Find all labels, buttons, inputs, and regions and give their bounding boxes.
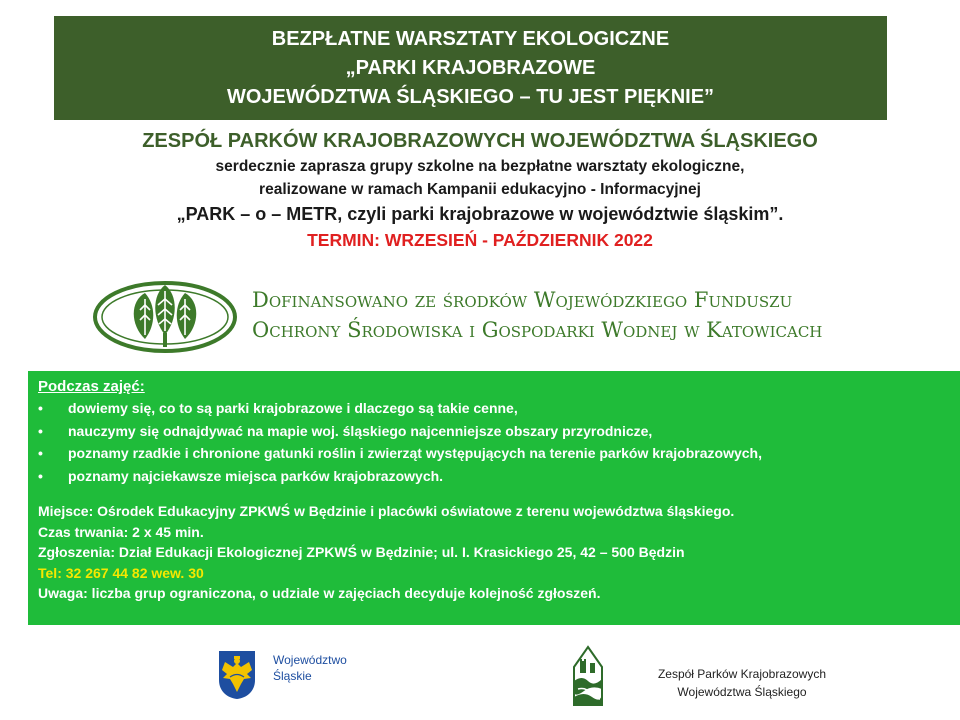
- funding-section: [90, 275, 870, 360]
- activities-list: [38, 397, 950, 487]
- list-item: [38, 442, 950, 465]
- wfos-leaf-logo-icon: [90, 277, 240, 357]
- wojewodztwo-slaskie-logo: [218, 650, 378, 702]
- banner-line-3: WOJEWÓDZTWA ŚLĄSKIEGO – TU JEST PIĘKNIE”: [226, 85, 715, 108]
- list-item: [38, 397, 950, 420]
- duration-info: Czas trwania: 2 x 45 min.: [38, 523, 204, 540]
- funding-line-1: Dofinansowano ze środków Wojewódzkiego Funduszu: [252, 288, 793, 312]
- details-heading: Podczas zajęć:: [38, 378, 145, 395]
- place-info: Miejsce: Ośrodek Edukacyjny ZPKWŚ w Będzinie i placówki oświatowe z terenu województwa śląskiego.: [38, 503, 735, 519]
- bullet-marker: •: [38, 400, 43, 416]
- wojewodztwo-text: [273, 652, 347, 684]
- list-item-text: poznamy rzadkie i chronione gatunki roślin i zwierząt występujących na terenie parków krajobrazowych,: [68, 445, 762, 461]
- woj-line-1: Województwo: [273, 653, 347, 667]
- bullet-marker: •: [38, 467, 43, 484]
- zpkws-logo: [572, 645, 852, 709]
- termin-date: TERMIN: WRZESIEŃ - PAŹDZIERNIK 2022: [307, 230, 653, 250]
- zpkws-text: [637, 665, 847, 701]
- invitation-line-1: serdecznie zaprasza grupy szkolne na bezpłatne warsztaty ekologiczne,: [215, 158, 745, 175]
- funding-text: [252, 285, 822, 345]
- registration-info: Zgłoszenia: Dział Edukacji Ekologicznej ZPKWŚ w Będzinie; ul. I. Krasickiego 25, 42 – 500 Będzin: [38, 544, 685, 560]
- title-banner: [54, 16, 887, 120]
- limited-note: Uwaga: liczba grup ograniczona, o udziale w zajęciach decyduje kolejność zgłoszeń.: [38, 585, 601, 601]
- zpk-line-2: Województwa Śląskiego: [677, 685, 807, 699]
- bullet-marker: •: [38, 422, 43, 439]
- list-item: [38, 420, 950, 443]
- zpk-line-1: Zespół Parków Krajobrazowych: [657, 667, 827, 681]
- invitation-line-2: realizowane w ramach Kampanii edukacyjno - Informacyjnej: [259, 181, 701, 198]
- list-item-text: dowiemy się, co to są parki krajobrazowe i dlaczego są takie cenne,: [68, 400, 518, 416]
- details-panel: [28, 371, 960, 625]
- intro-section: [0, 127, 960, 253]
- list-item: [38, 465, 950, 488]
- banner-line-1: BEZPŁATNE WARSZTATY EKOLOGICZNE: [271, 27, 670, 50]
- list-item-text: nauczymy się odnajdywać na mapie woj. śląskiego najcenniejsze obszary przyrodnicze,: [68, 422, 653, 439]
- bullet-marker: •: [38, 445, 43, 461]
- list-item-text: poznamy najciekawsze miejsca parków krajobrazowych.: [68, 467, 444, 484]
- organization-name: ZESPÓŁ PARKÓW KRAJOBRAZOWYCH WOJEWÓDZTWA ŚLĄSKIEGO: [142, 130, 818, 152]
- funding-line-2: Ochrony Środowiska i Gospodarki Wodnej w Katowicach: [252, 318, 823, 342]
- banner-line-2: „PARKI KRAJOBRAZOWE: [345, 56, 596, 79]
- eagle-crest-icon: [218, 650, 256, 700]
- phone-number[interactable]: Tel: 32 267 44 82 wew. 30: [38, 564, 204, 581]
- castle-landscape-icon: [572, 645, 604, 707]
- woj-line-2: Śląskie: [273, 669, 312, 683]
- campaign-name: „PARK – o – METR, czyli parki krajobrazowe w województwie śląskim”.: [176, 204, 784, 224]
